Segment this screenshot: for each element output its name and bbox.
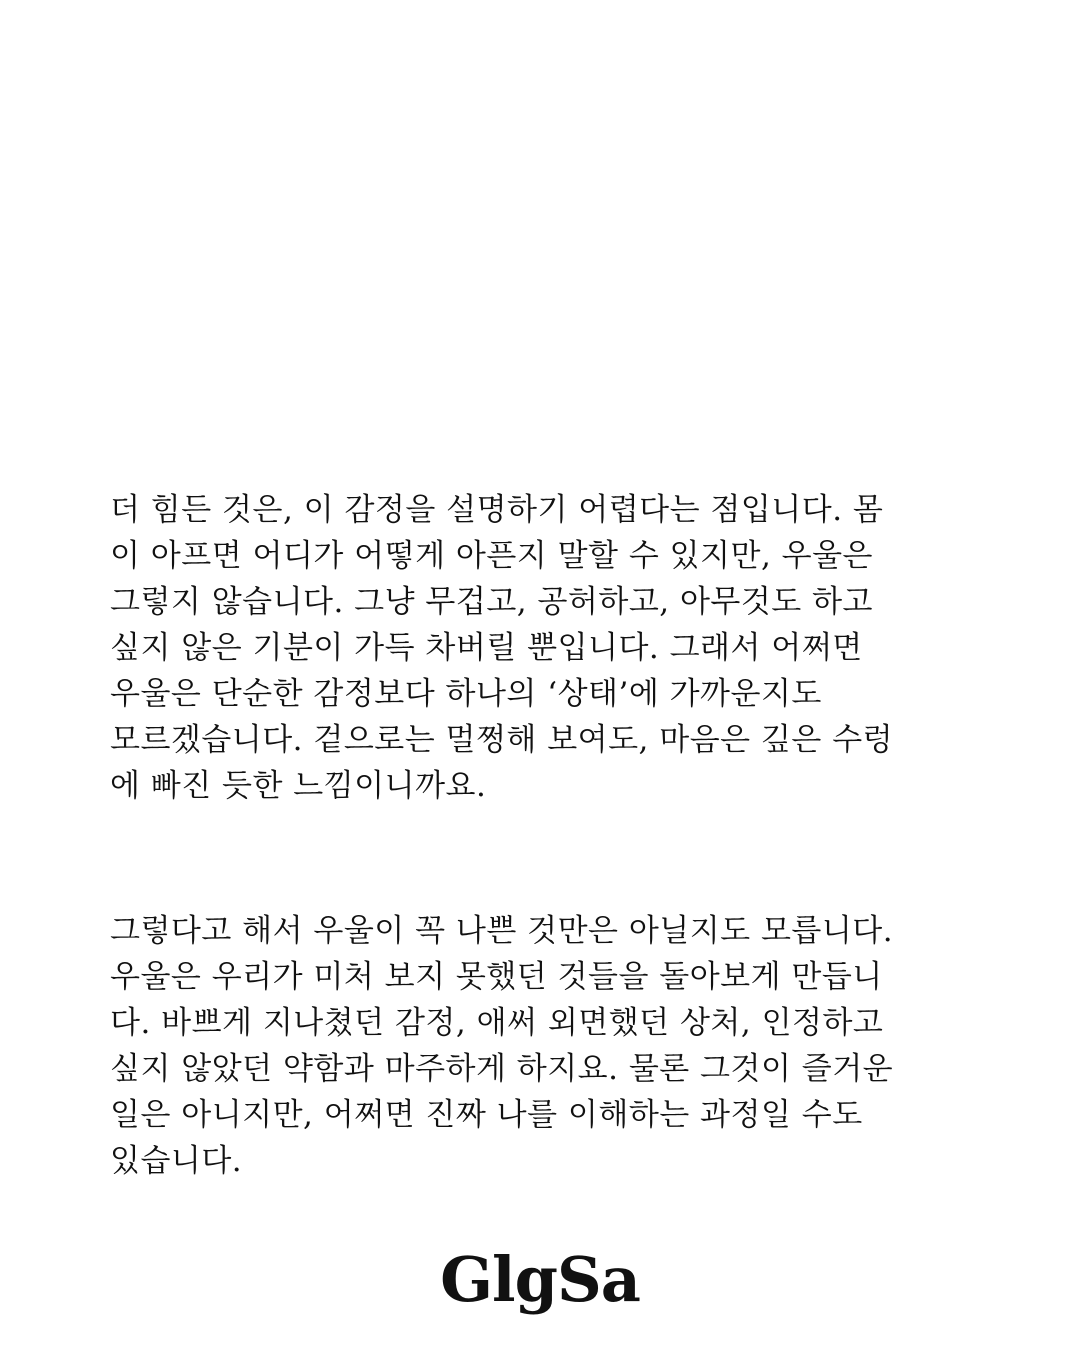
paragraph-line: 싶지 않은 기분이 가득 차버릴 뿐입니다. 그래서 어쩌면 (110, 630, 863, 666)
paragraph-line: 그렇다고 해서 우울이 꼭 나쁜 것만은 아닐지도 모릅니다. (110, 913, 894, 949)
paragraph-line: 에 빠진 듯한 느낌이니까요. (110, 768, 487, 804)
paragraph-1 (110, 487, 975, 809)
paragraph-line: 이 아프면 어디가 어떻게 아픈지 말할 수 있지만, 우울은 (110, 538, 873, 574)
paragraph-line: 싶지 않았던 약함과 마주하게 하지요. 물론 그것이 즐거운 (110, 1051, 894, 1087)
paragraph-line: 우울은 우리가 미처 보지 못했던 것들을 돌아보게 만듭니 (110, 959, 883, 995)
paragraph-line: 그렇지 않습니다. 그냥 무겁고, 공허하고, 아무것도 하고 (110, 584, 873, 620)
paragraph-line: 모르겠습니다. 겉으로는 멀쩡해 보여도, 마음은 깊은 수렁 (110, 722, 894, 758)
paragraph-line: 일은 아니지만, 어쩌면 진짜 나를 이해하는 과정일 수도 (110, 1097, 863, 1133)
paragraph-line: 있습니다. (110, 1143, 243, 1179)
author-signature: GlgSa (440, 1243, 640, 1316)
paragraph-2 (110, 908, 975, 1184)
paragraph-line: 더 힘든 것은, 이 감정을 설명하기 어렵다는 점입니다. 몸 (110, 492, 884, 528)
paragraph-line: 우울은 단순한 감정보다 하나의 ‘상태’에 가까운지도 (110, 676, 822, 712)
paragraph-line: 다. 바쁘게 지나쳤던 감정, 애써 외면했던 상처, 인정하고 (110, 1005, 884, 1041)
